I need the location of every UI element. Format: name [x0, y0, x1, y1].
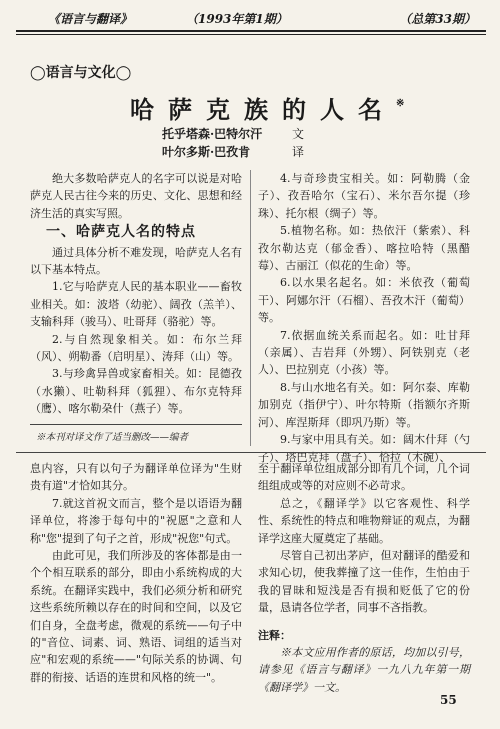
- paragraph: 息内容，只有以句子为翻译单位译为"生财贵有道"才恰如其分。: [30, 462, 242, 493]
- byline-translator: [162, 143, 305, 160]
- left-column-top: [30, 170, 242, 418]
- byline-author: [162, 125, 305, 142]
- section-subheading: 一、哈萨克人名的特点: [46, 224, 196, 241]
- column-divider: [250, 170, 251, 446]
- paragraph: 5.植物名称。如：热依汗（紫索）、科孜尔勒达克（郁金香）、喀拉哈特（黑醋莓）、古丽江（似花的生命）等。: [258, 224, 470, 273]
- title-footnote-mark: ※: [396, 98, 405, 109]
- paragraph: 2.与自然现象相关。如：布尔兰拜（风）、朔勒番（启明星）、涛拜（山）等。: [30, 332, 242, 364]
- editor-footnote: ※本刊对译文作了适当删改——编者: [36, 432, 189, 443]
- paragraph: 由此可见，我们所涉及的客体都是由一个个相互联系的部分，即由小系统构成的大系统。在翻译实践中，我们必须分析和研究这些系统所赖以存在的时间和空间，以及它们自身，全盘考虑，微观的系统——句子中的"音位、词素、词、熟语、词组的适当对应"和宏观的系统——"句际关系的协调、句群的衔接、话语的连贯和风格的统一"。: [30, 549, 242, 684]
- paragraph: 绝大多数哈萨克人的名字可以说是对哈萨克人民古往今来的历史、文化、思想和经济生活的真实写照。: [30, 172, 242, 220]
- paragraph: 3.与珍禽异兽或家畜相关。如：昆德孜（水獭）、吐勒科拜（狐狸）、布尔克特拜（鹰）、喀尔勒朶什（燕子）等。: [30, 367, 242, 416]
- running-header: [16, 8, 486, 30]
- page-number: 55: [440, 693, 457, 707]
- right-column-bottom: [258, 460, 470, 696]
- paragraph: 8.与山水地名有关。如：阿尔泰、库勒加别克（指伊宁）、叶尔特斯（指额尔齐斯河）、库涅斯拜（即巩乃斯）等。: [258, 380, 470, 429]
- paragraph: 1.它与哈萨克人民的基本职业——畜牧业相关。如：波塔（幼驼）、阔孜（羔羊）、支输科拜（骏马）、吐哥拜（骆驼）等。: [30, 280, 242, 329]
- article-title: [130, 90, 404, 125]
- right-column-top: [258, 170, 470, 466]
- left-column-bottom: [30, 460, 242, 686]
- paragraph: 尽管自己初出茅庐，但对翻译的酷爱和求知心切，使我葬撞了这一佳作，生怕由于我的冒昧和短浅是否有损和贬低了它的份量，恳请各位学者，同事不吝指教。: [258, 549, 470, 615]
- paragraph: 至于翻译单位组成部分即有几个词，几个词组组成或等的对应则不必苛求。: [258, 462, 470, 493]
- paragraph: 总之，《翻译学》以它客观性、科学性、系统性的特点和唯物辩证的观点，为翻译学这座大厦奠定了基础。: [258, 496, 470, 545]
- section-separator: [16, 452, 486, 453]
- paragraph: 7.依据血统关系而起名。如：吐甘拜（亲属）、吉岩拜（外甥）、阿铁别克（老人）、巴拉别克（小孩）等。: [258, 328, 470, 377]
- section-label: ◯语言与文化◯: [30, 65, 132, 81]
- notes-heading: 注释：: [258, 628, 291, 642]
- paragraph: 7.就这首祝文而言，整个是以语语为翻译单位，将渗于每句中的"祝愿"之意和人称"您"提到了句子之首，形成"祝您"句式。: [30, 496, 242, 545]
- issue-number: （1993年第1期）: [186, 12, 288, 26]
- article-title-text: 哈萨克族的人名: [130, 95, 396, 124]
- notes-body: ※本文应用作者的原话，均加以引号，请参见《语言与翻译》一九八九年第一期《翻译学》一文。: [258, 646, 470, 694]
- journal-name: 《语言与翻译》: [48, 12, 133, 26]
- paragraph: 4.与奇珍贵宝相关。如：阿勒腾（金子）、孜吾哈尔（宝石）、米尔吾尔提（珍珠）、托尔根（绸子）等。: [258, 172, 470, 220]
- header-rule-thin: [16, 34, 486, 35]
- author-role: 文: [292, 127, 305, 141]
- right-column-bottom-body: [258, 460, 470, 617]
- translator-role: 译: [292, 145, 305, 159]
- total-issue: （总第33期）: [399, 12, 476, 26]
- header-rule: [16, 30, 486, 32]
- paragraph: 6.以水果名起名。如：米依孜（葡萄干）、阿娜尔汗（石榴）、吾孜木汗（葡萄）等。: [258, 276, 470, 325]
- translator-name: 叶尔多斯·巴孜肯: [162, 145, 251, 159]
- author-name: 托乎塔森·巴特尔汗: [162, 127, 263, 141]
- footnote-rule: [30, 424, 242, 425]
- paragraph: 9.与家中用具有关。如：阔木什拜（勺子）、塔巴克拜（盘子）、恰拉（木碗）、: [258, 433, 470, 464]
- paragraph: 通过具体分析不难发现，哈萨克人名有以下基本特点。: [30, 245, 242, 277]
